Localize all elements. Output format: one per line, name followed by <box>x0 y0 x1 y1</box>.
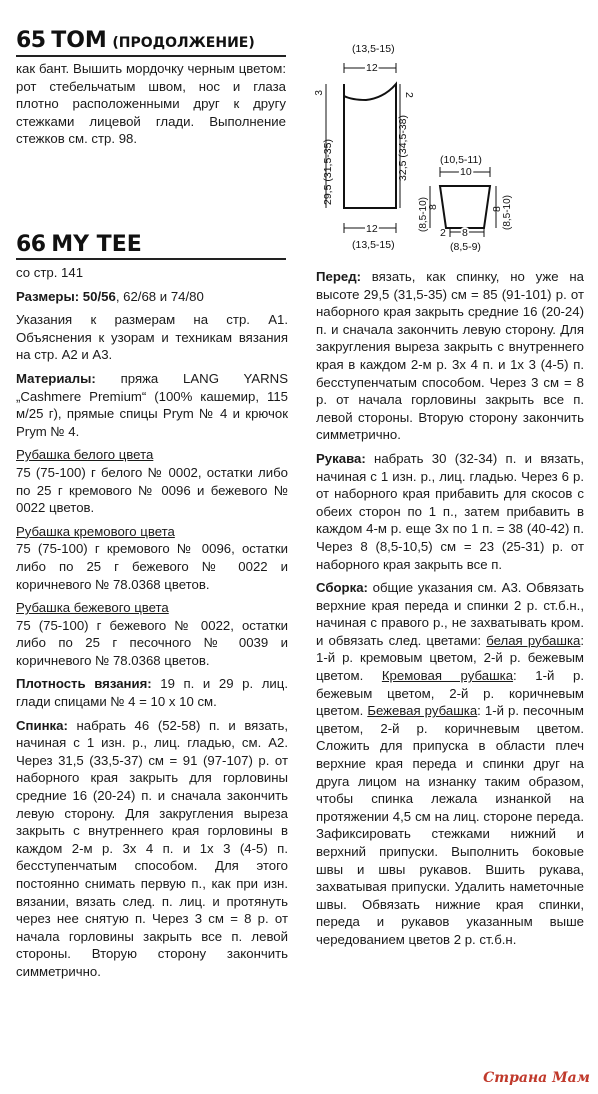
tom-paragraph: как бант. Вышить мордочку черным цветом: рот стебельчатым швом, нос и глаза плотно расположенными друг к другу стежками лицевой глади. Выполнение стежков см. стр. 98. <box>16 61 286 147</box>
sleeve-piece <box>418 154 513 253</box>
back-paragraph <box>16 717 288 981</box>
front-text: вязать, как спинку, но уже на высоте 29,5 (31,5-35) см = 85 (91-101) р. от наборного края закрыть средние 16 (20-24) п. и сначала закончить левую сторону. Для закругления выреза закрыть с внутреннего края в каждом 2-м р. 3х 4 п. и 1х 3 (4-5) п. бесступенчатым способом. Через 3 см = 8 р. от начала горловины закрыть все п. левой стороны. Вторую сторону закончить симметрично. <box>316 269 584 443</box>
left-top: 3 <box>314 90 325 96</box>
sleeve-left-range: (8,5-10) <box>418 196 429 232</box>
body-bottom-width: 12 <box>366 223 378 235</box>
assembly-label: Сборка: <box>316 580 368 596</box>
right-height: 32,5 (34,5-38) <box>397 115 409 181</box>
sleeve-left-height: 8 <box>427 204 439 210</box>
left-column <box>16 264 288 987</box>
materials-paragraph <box>16 370 288 440</box>
tee-heading-rule <box>16 258 286 260</box>
sleeve-bottom-range: (8,5-9) <box>450 241 481 253</box>
assembly-paragraph <box>316 579 584 948</box>
tom-subtitle: (ПРОДОЛЖЕНИЕ) <box>112 35 255 51</box>
back-label: Спинка: <box>16 717 68 733</box>
beige-shirt-text: 75 (75-100) г бежевого № 0022, остатки либо по 25 г песочного № 0039 и коричневого № 78.0368 цветов. <box>16 617 288 668</box>
materials-label: Материалы: <box>16 370 96 386</box>
assembly-cream: Кремовая рубашка <box>381 668 514 684</box>
cream-shirt-text: 75 (75-100) г кремового № 0096, остатки либо по 25 г бежевого № 0022 и коричневого № 78.0368 цветов. <box>16 541 288 592</box>
sleeve-right-height: 8 <box>491 206 503 212</box>
body-top-width: 12 <box>366 62 378 74</box>
assembly-white: белая рубашка <box>486 632 581 648</box>
back-text: набрать 46 (52-58) п. и вязать, начиная с 1 изн. р., лиц. гладью, см. А2. Через 31,5 (33,5-37) см = 91 (97-107) р. от наборного края закрыть для горловины средние 16 (20-24) п. и сначала закончить левую сторону. Для закругления выреза закрыть с внутреннего края горловины в каждом 2-м р. 3х 4 п. и 1х 3 (4-5) п. бесступенчатым способом. Для этого постоянно снимать первую п., как при изн. вязании, вязать след. п. лиц. и протянуть через нее снятую п. Через 3 см = 8 р. от начала горловины закрыть все п. левой стороны. Вторую сторону закончить симметрично. <box>16 717 288 979</box>
tom-text-column <box>16 60 286 154</box>
body-piece <box>314 43 415 251</box>
size-note: Указания к размерам на стр. А1. Объяснения к узорам и техникам вязания на стр. А2 и А3. <box>16 312 288 363</box>
sleeve-top-width: 10 <box>460 166 472 178</box>
site-watermark: Страна Мам <box>483 1070 590 1086</box>
density-paragraph <box>16 675 288 710</box>
assembly-text-b: : 1-й р. кремовым цветом, 2-й р. бежевым цветом. <box>316 632 585 684</box>
neck-depth: 2 <box>403 92 415 98</box>
sleeves-paragraph <box>316 450 584 573</box>
tee-number: 66 <box>16 232 46 257</box>
right-column <box>316 268 584 955</box>
assembly-text-a: общие указания см. А3. Обвязать верхние края переда и спинки 2 р. ст.б.н., начиная с правого р., не захватывать кром. и обвязать след. цветами: <box>316 580 584 648</box>
white-shirt-title: Рубашка белого цвета <box>16 447 154 463</box>
assembly-text-c: : 1-й р. бежевым цветом, 2-й р. коричневым цветом. <box>316 668 584 719</box>
tee-ref: со стр. 141 <box>16 265 84 280</box>
front-label: Перед: <box>316 269 361 284</box>
white-shirt-text: 75 (75-100) г белого № 0002, остатки либо по 25 г кремового № 0096 и бежевого № 0022 цветов. <box>16 464 288 516</box>
assembly-beige: Бежевая рубашка <box>367 703 478 719</box>
pattern-diagram <box>300 40 592 270</box>
left-height: 29,5 (31,5-35) <box>322 139 334 205</box>
tee-heading <box>16 232 142 257</box>
sizes-paragraph <box>16 288 288 306</box>
sleeve-top-range: (10,5-11) <box>440 154 482 166</box>
sleeve-bottom-width: 8 <box>462 227 468 239</box>
sleeve-right-range: (8,5-10) <box>502 194 513 230</box>
tom-number: 65 <box>16 28 46 53</box>
tee-title: MY TEE <box>51 232 142 257</box>
tom-heading <box>16 28 255 53</box>
body-bottom-range: (13,5-15) <box>352 239 395 251</box>
density-label: Плотность вязания: <box>16 676 152 692</box>
beige-shirt-title: Рубашка бежевого цвета <box>16 600 169 616</box>
front-paragraph <box>316 268 584 444</box>
cream-shirt-title: Рубашка кремового цвета <box>16 523 175 539</box>
tom-heading-rule <box>16 55 286 57</box>
materials-text: пряжа LANG YARNS „Cashmere Premium“ (100% кашемир, 115 м/25 г), прямые спицы Prym № 4 и крючок Prym № 4. <box>16 370 288 439</box>
sleeve-bottom-left: 2 <box>440 227 446 239</box>
body-top-range: (13,5-15) <box>352 43 395 55</box>
sleeves-text: набрать 30 (32-34) п. и вязать, начиная с 1 изн. р., лиц. гладью. Через 6 р. от наборного края прибавить для скосов с обеих сторон по 1 п., затем прибавить в каждом 4-м р. еще 3х по 1 п. = 38 (40-42) п. Через 8 (8,5-10,5) см = 23 (25-31) р. от наборного края закрыть все п. <box>316 450 584 572</box>
assembly-text-d: : 1-й р. песочным цветом, 2-й р. коричневым цветом. Сложить для припуска в области плеч верхние края переда и спинки друг на друга лицом на изнанку таким образом, чтобы спинка лежала изнанкой на протяжении 4,5 см на лиц. стороне переда. Зафиксировать стежками нижний и верхний припуски. Выполнить боковые швы и швы рукавов. Вшить рукава, захватывая припуски. Удалить наметочные швы. Обвязать нижние края спинки, переда и рукавов указанным выше чередованием цветов 2 р. ст.б.н. <box>316 703 584 947</box>
density-text: 19 п. и 29 р. лиц. глади спицами № 4 = 10 х 10 см. <box>16 676 288 710</box>
sizes-label: Размеры: 50/56 <box>16 288 116 304</box>
sizes-rest: , 62/68 и 74/80 <box>115 288 204 304</box>
sleeves-label: Рукава: <box>316 450 366 466</box>
tom-title: TOM <box>51 28 107 53</box>
